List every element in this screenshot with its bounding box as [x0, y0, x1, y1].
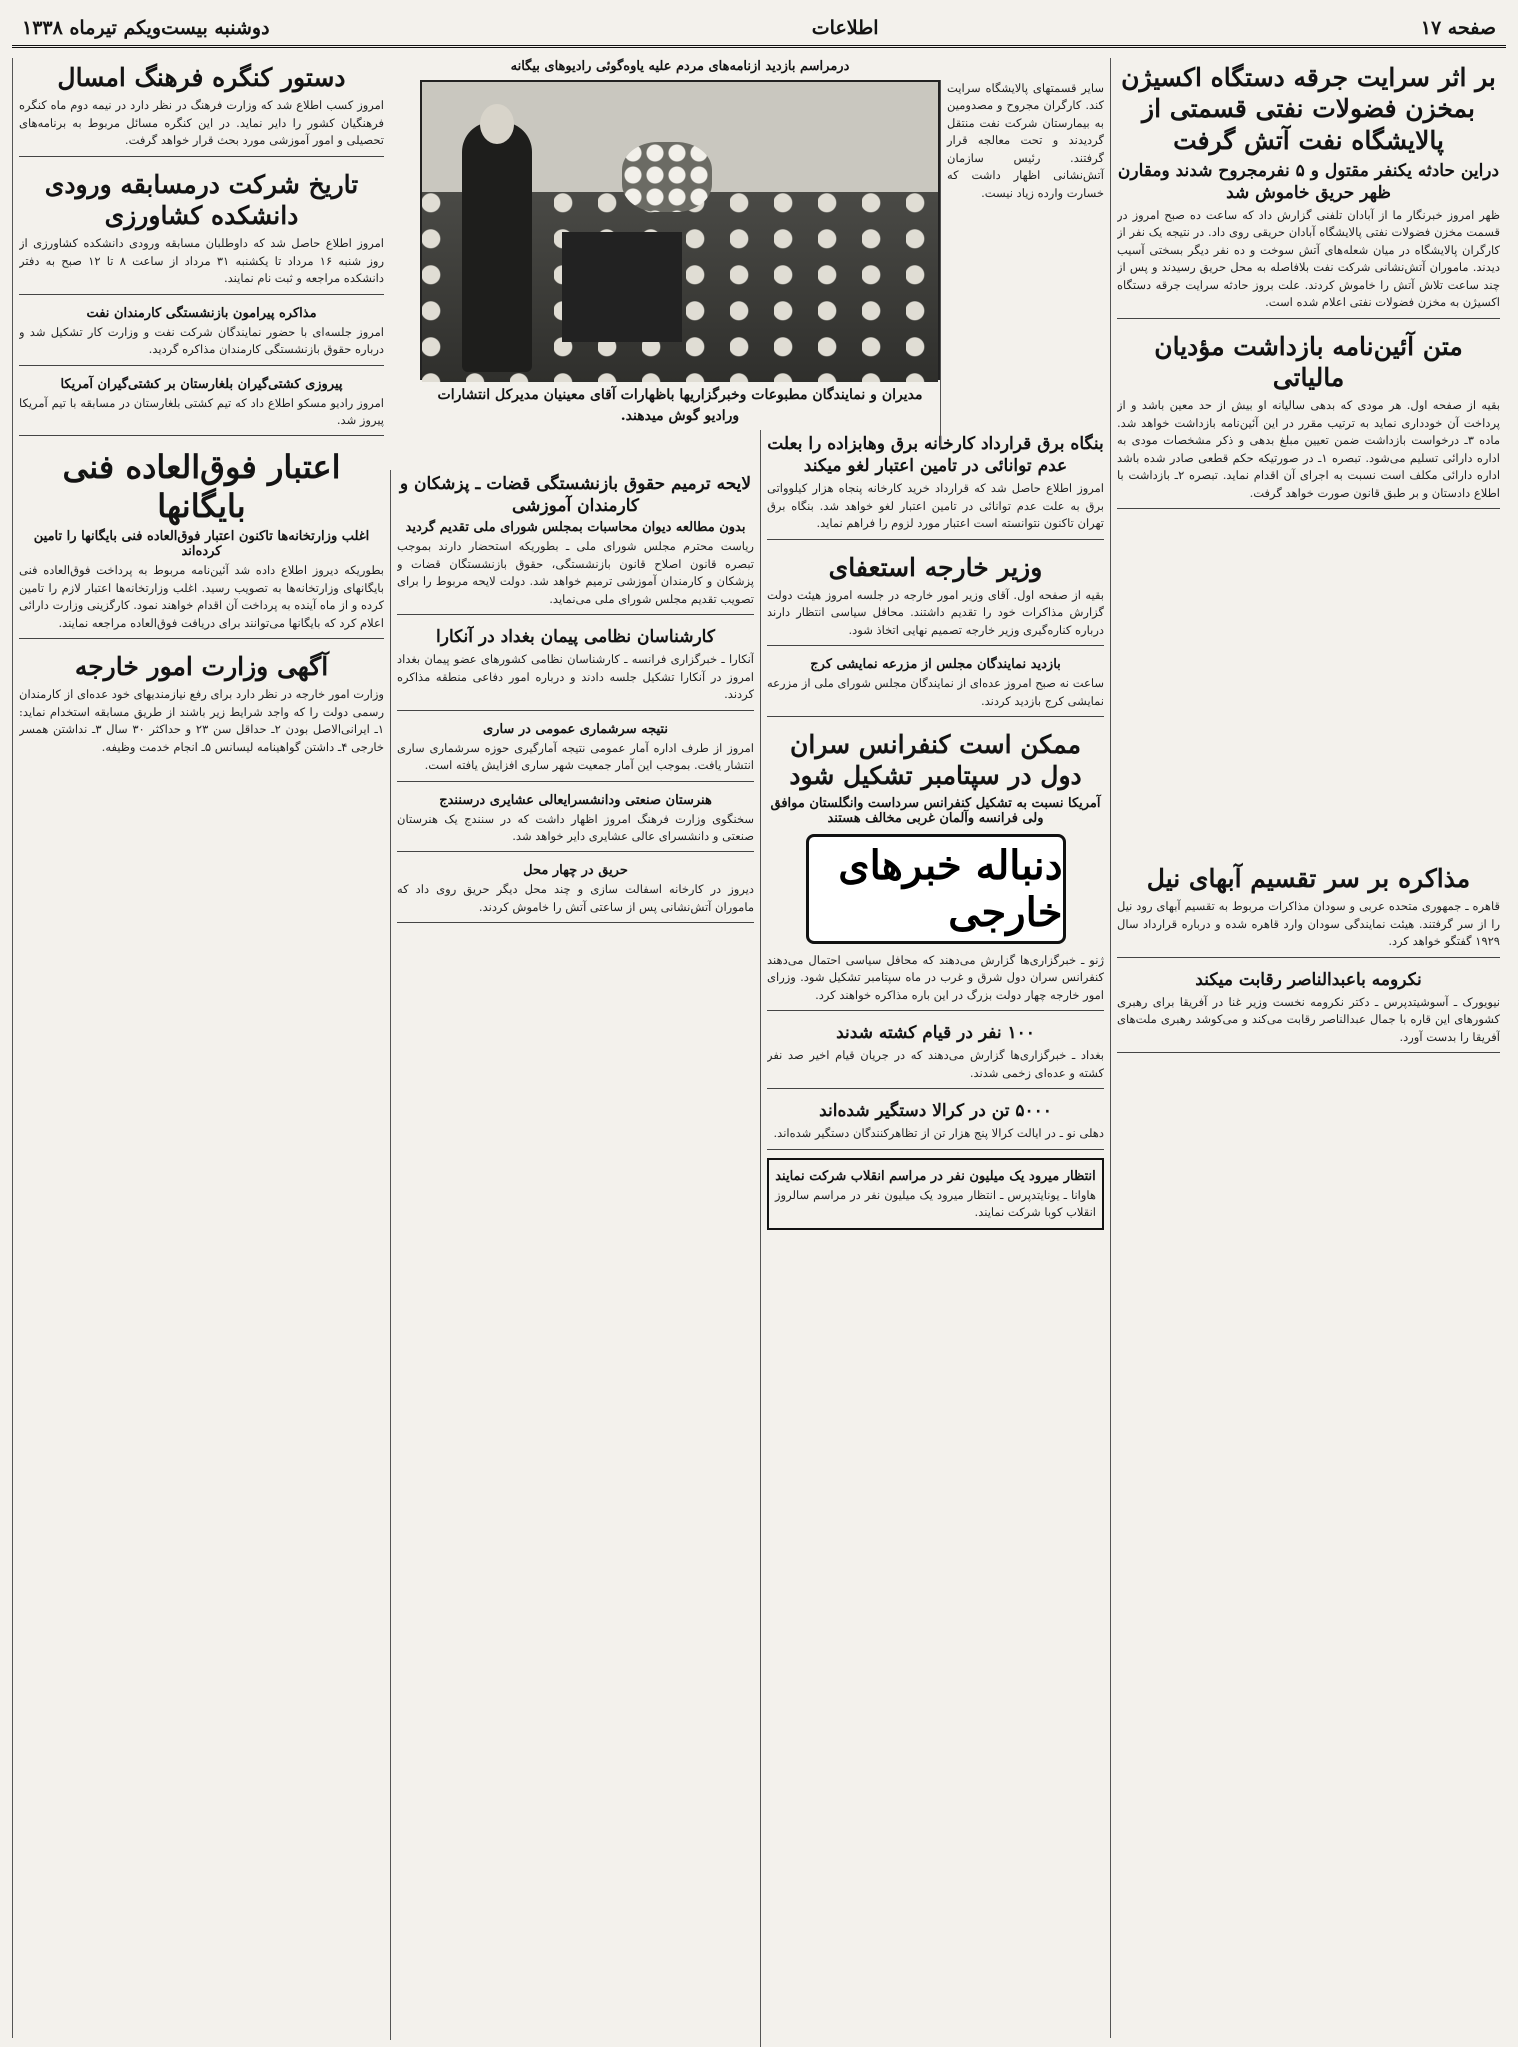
article-body: بقیه از صفحه اول. آقای وزیر امور خارجه در جلسه امروز هیئت دولت گزارش مذاکرات خود را تقدیم داشتند. محافل سیاسی انتظار دارند درباره کناره‌گیری وزیر خارجه تصمیم نهایی اتخاذ شود. [767, 587, 1104, 637]
photo-caption: مدیران و نمایندگان مطبوعات وخبرگزاریها باظهارات آقای معینیان مدیرکل انتشارات ورادیو گوش میدهند. [437, 387, 923, 424]
headline: آگهی وزارت امور خارجه [74, 652, 329, 682]
headline: بنگاه برق قرارداد کارخانه برق وهابزاده را بعلت عدم توانائی در تامین اعتبار لغو میکند [767, 434, 1104, 477]
article-school [397, 790, 754, 853]
headline: نتیجه سرشماری عمومی در ساری [483, 721, 668, 737]
headline: پیروزی کشتی‌گیران بلغارستان بر کشتی‌گیران آمریکا [60, 376, 343, 392]
article-body: آنکارا ـ خبرگزاری فرانسه ـ کارشناسان نظامی کشورهای عضو پیمان بغداد امروز در آنکارا تشکیل جلسه دادند و درباره امور دفاعی منطقه مذاکره کردند. [397, 652, 754, 702]
headline: بر اثر سرایت جرقه دستگاه اکسیژن بمخزن فضولات نفتی قسمتی از پالایشگاه نفت آتش گرفت [1121, 63, 1496, 155]
headline: وزیر خارجه استعفای [828, 552, 1043, 582]
headline: مذاکره بر سر تقسیم آبهای نیل [1146, 864, 1471, 894]
issue-date: دوشنبه بیست‌ویکم تیرماه ۱۳۳۸ [22, 16, 270, 39]
article-congress [19, 58, 384, 157]
article-fm [767, 548, 1104, 647]
masthead [12, 10, 1506, 48]
article-visit [767, 654, 1104, 717]
article-body: بطوریکه دیروز اطلاع داده شد آئین‌نامه مربوط به پرداخت فوق‌العاده فنی بایگانهای وزارتخانه‌ها به تصویب رسید. اغلب وزارتخانه‌ها اعتبار لازم را تامین کرده و از ماه آینده به پرداخت آن اقدام خواهند نمود. کارگزینی وزارت دارائی اعلام کرد که بایگانها می‌توانند برای دریافت فوق‌العاده مراجعه نمایند. [19, 563, 384, 630]
article-ad [19, 647, 384, 762]
article-nile [1117, 859, 1500, 958]
article-kerala [767, 1097, 1104, 1150]
article-body: ظهر امروز خبرنگار ما از آبادان تلفنی گزارش داد که ساعت ده صبح امروز در قسمت مخزن فضولات نفتی پالایشگاه آبادان حریقی روی داد. در نتیجه یک نفر از کارگران پالایشگاه در میان شعله‌های آتش سوخت و ده نفر دیگر بسختی آسیب دیدند. ماموران آتش‌نشانی شرکت نفت بلافاصله به محل حریق رسیدند و پس از چند ساعت تلاش آتش را خاموش کردند. علت بروز حادثه سرایت جرقه دستگاه اکسیژن به مخزن فضولات نفتی اعلام شده است. [1117, 207, 1500, 310]
middle-column [390, 470, 760, 2040]
article-credit [19, 444, 384, 639]
left-column [12, 58, 390, 2038]
headline: کارشناسان نظامی پیمان بغداد در آنکارا [436, 627, 715, 648]
article-body: هاوانا ـ یونایتدپرس ـ انتظار میرود یک میلیون نفر در مراسم سالروز انقلاب کوبا شرکت نمایند. [775, 1187, 1096, 1220]
article-body: سخنگوی وزارت فرهنگ امروز اظهار داشت که در سنندج یک هنرستان صنعتی و دانشسرای عالی عشایری دایر خواهد شد. [397, 811, 754, 843]
paper-name: اطلاعات [811, 16, 879, 39]
article-fire [1117, 58, 1500, 319]
article-body: امروز اطلاع حاصل شد که قرارداد خرید کارخانه پنجاه هزار کیلوواتی برق به علت عدم توانائی در تامین اعتبار لغو خواهد شد. بنگاه برق تهران تاکنون نتوانسته است اعتبار مورد لزوم را فراهم نماید. [767, 481, 1104, 531]
news-photo [420, 80, 940, 380]
article-body: امروز اطلاع حاصل شد که داوطلبان مسابقه ورودی دانشکده کشاورزی از روز شنبه ۱۶ مرداد تا یکشنبه ۳۱ مرداد از ساعت ۸ تا ۱۲ صبح به دفتر دانشکده مراجعه و ثبت نام نمایند. [19, 236, 384, 286]
foreign-news-logo: دنباله خبرهای خارجی [806, 834, 1066, 944]
center-right-column [760, 430, 1110, 2047]
headline: بازدید نمایندگان مجلس از مزرعه نمایشی کرج [810, 657, 1061, 673]
headline: دستور کنگره فرهنگ امسال [57, 63, 346, 92]
article-tax [1117, 327, 1500, 509]
headline: لایحه ترمیم حقوق بازنشستگی قضات ـ پزشکان و کارمندان آموزشی [399, 474, 752, 517]
photo-top-caption: درمراسم بازدید ازنامه‌های مردم علیه یاوه‌گوئی رادیوهای بیگانه [510, 59, 850, 74]
article-body: بقیه از صفحه اول. هر مودی که بدهی سالیانه او بیش از حد معین باشد و از پرداخت آن خودداری نماید به ترتیب مقرر در این آئین‌نامه بازداشت خواهد شد. ماده ۳ـ درخواست بازداشت ضمن تعیین مبلغ بدهی و ذکر مشخصات مودی به اداره دارائی تسلیم می‌شود. تبصره ۱ـ در صورتیکه حکم قطعی صادر شده باشد اداره دارائی مکلف است نسبت به اجرای آن اقدام نماید. تبصره ۲ـ بازداشت با اطلاع دادستان و بر طبق قانون صورت خواهد گرفت. [1117, 398, 1500, 500]
photo-side-column [940, 80, 1110, 450]
article-body: امروز از طرف اداره آمار عمومی نتیجه آمارگیری حوزه سرشماری ساری انتشار یافت. بموجب این آمار جمعیت شهر ساری افزایش یافته است. [397, 740, 754, 773]
article-agri [19, 165, 384, 295]
article-cuba-rev [767, 1158, 1104, 1230]
article-body: ساعت نه صبح امروز عده‌ای از نمایندگان مجلس شورای ملی از مزرعه نمایشی کرج بازدید کردند. [767, 676, 1104, 708]
article-body: امروز رادیو مسکو اطلاع داد که تیم کشتی بلغارستان در مسابقه با تیم آمریکا پیروز شد. [19, 395, 384, 427]
article-body: امروز جلسه‌ای با حضور نمایندگان شرکت نفت و وزارت کار تشکیل شد و درباره حقوق بازنشستگی کارمندان مذاکره گردید. [19, 324, 384, 357]
article-body: وزارت امور خارجه در نظر دارد برای رفع نیازمندیهای خود عده‌ای از کارمندان رسمی دولت را که واجد شرایط زیر باشند از طریق مسابقه استخدام نماید: ۱ـ ایرانی‌الاصل بودن ۲ـ حداقل سن ۲۳ و حداکثر ۳۰ سال ۳ـ نداشتن همسر خارجی ۴ـ داشتن گواهینامه لیسانس ۵ـ انجام خدمت وظیفه. [19, 687, 384, 754]
article-body: نیویورک ـ آسوشیتدپرس ـ دکتر نکرومه نخست وزیر غنا در آفریقا برای رهبری کشورهای این قاره با جمال عبدالناصر رقابت می‌کند و می‌کوشد رهبری ملت‌های آفریقا را بدست آورد. [1117, 994, 1500, 1044]
article-bulgaria [19, 374, 384, 437]
article-body: سایر قسمتهای پالایشگاه سرایت کند. کارگران مجروح و مصدومین به بیمارستان شرکت نفت منتقل گردیدند و تحت معالجه قرار گرفتند. رئیس سازمان آتش‌نشانی اظهار داشت که خسارت وارده زیاد نیست. [947, 81, 1104, 200]
page-number: صفحه ۱۷ [1420, 16, 1496, 39]
subheadline: اغلب وزارتخانه‌ها تاکنون اعتبار فوق‌العاده فنی بایگانها را تامین کرده‌اند [33, 529, 370, 560]
article-census [397, 719, 754, 782]
article-conf [767, 725, 1104, 1011]
subheadline: آمریکا نسبت به تشکیل کنفرانس سرداست وانگلستان موافق ولی فرانسه وآلمان غربی مخالف هستند [770, 795, 1101, 826]
headline: تاریخ شرکت درمسابقه ورودی دانشکده کشاورزی [44, 169, 359, 230]
article-pension [397, 470, 754, 615]
headline: حریق در چهار محل [523, 863, 628, 879]
article-baghdad [397, 623, 754, 711]
headline: مذاکره پیرامون بازنشستگی کارمندان نفت [86, 305, 317, 321]
subheadline: دراین حادثه یکنفر مقتول و ۵ نفرمجروح شدند ومقارن ظهر حریق خاموش شد [1117, 160, 1500, 203]
headline: ۱۰۰ نفر در قیام کشته شدند [836, 1023, 1035, 1044]
right-column [1110, 58, 1506, 2038]
headline: ممکن است کنفرانس سران دول در سپتامبر تشکیل شود [789, 730, 1082, 791]
article-iraq [767, 1019, 1104, 1089]
headline: ۵۰۰۰ تن در کرالا دستگیر شده‌اند [819, 1101, 1052, 1122]
headline: نکرومه باعبدالناصر رقابت میکند [1195, 969, 1422, 990]
headline: اعتبار فوق‌العاده فنی بایگانها [62, 448, 341, 525]
article-body: امروز کسب اطلاع شد که وزارت فرهنگ در نظر دارد در نیمه دوم ماه کنگره فرهنگیان کشور را دایر نماید. در این کنگره مسائل مربوط به برنامه‌های تحصیلی و امور آموزشی مورد بحث قرار خواهد گرفت. [19, 98, 384, 148]
article-body: دیروز در کارخانه اسفالت سازی و چند محل دیگر حریق روی داد که ماموران آتش‌نشانی پس از ساعتی آتش را خاموش کردند. [397, 882, 754, 914]
article-body: دهلی نو ـ در ایالت کرالا پنج هزار تن از تظاهرکنندگان دستگیر شده‌اند. [773, 1126, 1104, 1141]
article-body: ژنو ـ خبرگزاری‌ها گزارش می‌دهند که محافل سیاسی احتمال می‌دهند کنفرانس سران دول شرق و غرب در ماه سپتامبر تشکیل شود. وزرای امور خارجه چهار دولت بزرگ در این باره مذاکره خواهند کرد. [767, 952, 1104, 1002]
article-body: بغداد ـ خبرگزاری‌ها گزارش می‌دهند که در جریان قیام اخیر صد نفر کشته و عده‌ای زخمی شدند. [767, 1048, 1104, 1080]
headline: متن آئین‌نامه بازداشت مؤدیان مالیاتی [1154, 331, 1463, 392]
article-nkrumah [1117, 966, 1500, 1054]
subheadline: بدون مطالعه دیوان محاسبات بمجلس شورای ملی تقدیم گردید [405, 520, 746, 536]
article-body: قاهره ـ جمهوری متحده عربی و سودان مذاکرات مربوط به تقسیم آبهای رود نیل را از سر گرفتند. هیئت نمایندگی سودان وارد قاهره شده و درباره قرارداد سال ۱۹۲۹ گفتگو خواهد کرد. [1117, 899, 1500, 949]
article-warehouse-fire [397, 860, 754, 923]
article-body: ریاست محترم مجلس شورای ملی ـ بطوریکه استحضار دارند بموجب تبصره قانون اصلاح قانون بازنشستگی، حقوق بازنشستگان قضات و پزشکان و کارمندان آموزشی ترمیم خواهد شد. دولت لایحه مربوط را برای تصویب تقدیم مجلس شورای ملی می‌نماید. [397, 539, 754, 606]
headline: هنرستان صنعتی ودانشسرایعالی عشایری درسنندج [439, 792, 712, 808]
article-ministry [19, 303, 384, 366]
headline: انتظار میرود یک میلیون نفر در مراسم انقلاب شرکت نمایند [775, 1168, 1096, 1184]
